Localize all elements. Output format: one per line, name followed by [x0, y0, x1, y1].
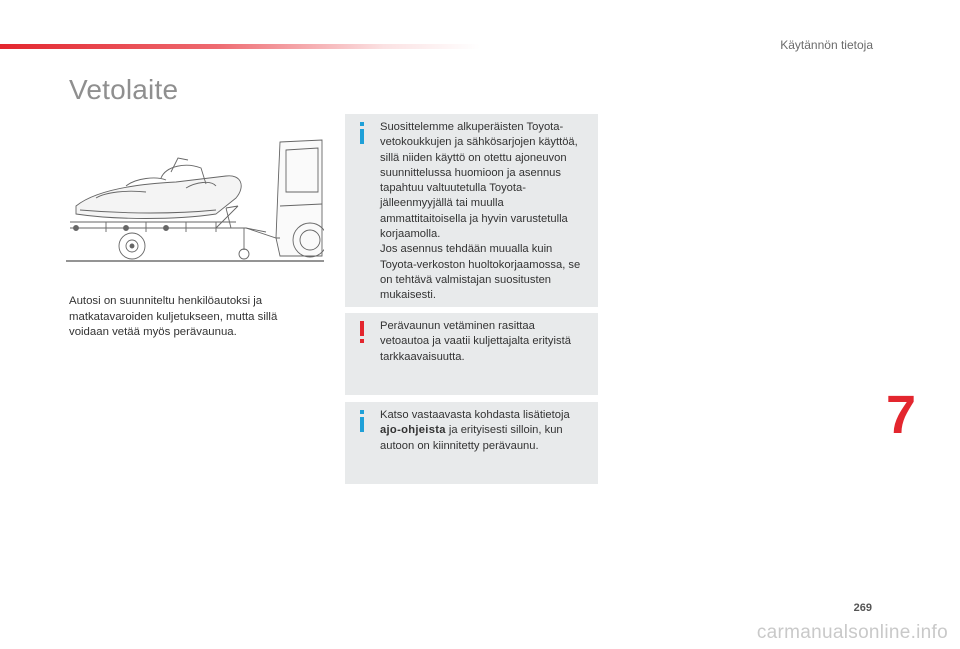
info-box-text: Katso vastaavasta kohdasta lisätietoja ajo-ohjeista ja erityisesti silloin, kun autoon on kiinnitetty perävaunu.: [380, 409, 570, 452]
info-box-driving-advice: [345, 402, 598, 484]
info-box-recommendation: [345, 114, 598, 307]
warning-icon: [357, 321, 367, 345]
info-icon: [357, 410, 367, 434]
intro-text: Autosi on suunniteltu henkilöautoksi ja matkatavaroiden kuljetukseen, mutta sillä voidaan vetää myös perävaunua.: [69, 295, 278, 338]
page-number: 269: [853, 602, 872, 614]
info-icon: [357, 122, 367, 146]
header-accent-bar: [0, 44, 480, 49]
page-title: Vetolaite: [69, 74, 179, 105]
driving-advice-link[interactable]: ajo-ohjeista: [380, 424, 446, 437]
warning-box-text: Perävaunun vetäminen rasittaa vetoautoa ja vaatii kuljettajalta erityistä tarkkaavaisuutta.: [380, 320, 571, 363]
chapter-number: 7: [886, 385, 917, 445]
watermark: carmanualsonline.info: [756, 622, 948, 643]
warning-box: [345, 313, 598, 395]
trailer-jetski-illustration: [66, 128, 324, 264]
info-box-text: Suosittelemme alkuperäisten Toyota-vetokoukkujen ja sähkösarjojen käyttöä, sillä niiden käyttö on otettu ajoneuvon suunnittelussa huomioon ja asennus tapahtuu valtuutetulla Toyota-jälleenmyyjällä tai muulla ammattitaitoisella ja hyvin varustetulla korjaamolla. Jos asennus tehdään muualla kuin Toyota-verkoston huoltokorjaamossa, se on tehtävä valmistajan suositusten mukaisesti.: [380, 121, 581, 302]
section-title: Käytännön tietoja: [780, 38, 873, 52]
